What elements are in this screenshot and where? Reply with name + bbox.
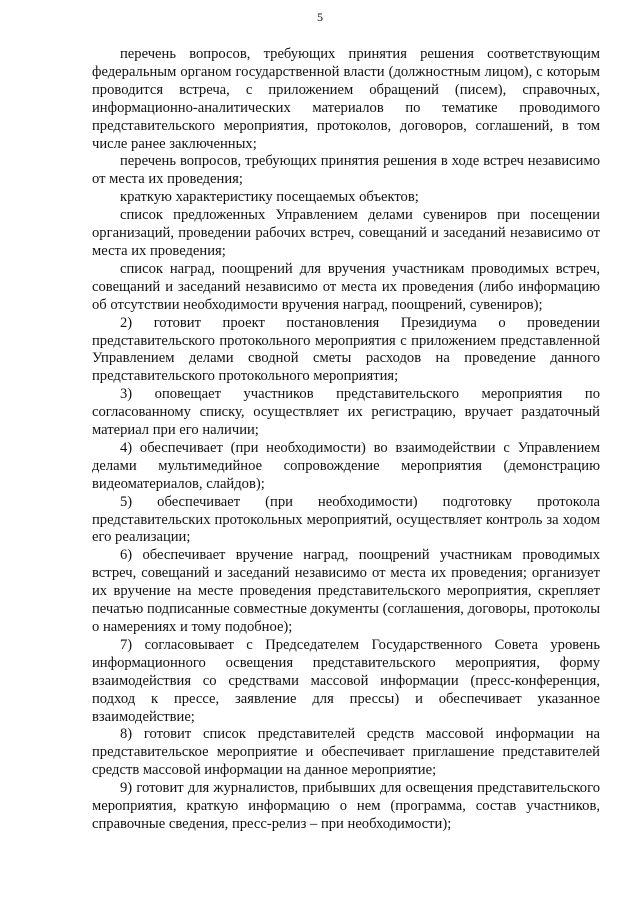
page-number: 5: [317, 10, 323, 24]
paragraph-item-7: 7) согласовывает с Председателем Государственного Совета уровень информационного освещения представительского мероприятия, форму взаимодействия со средствами массовой информации (пресс-конференция, подход к прессе, заявление для прессы) и обеспечивает указанное взаимодействие;: [92, 636, 600, 725]
paragraph-objects-description: краткую характеристику посещаемых объектов;: [120, 189, 419, 206]
document-body: [92, 46, 600, 834]
paragraph-awards-list: список наград, поощрений для вручения участникам проводимых встреч, совещаний и заседаний независимо от места их проведения (либо информацию об отсутствии необходимости вручения наград, поощрений, сувениров);: [92, 260, 600, 313]
paragraph-item-8: 8) готовит список представителей средств массовой информации на представительское мероприятие и обеспечивает приглашение представителей средств массовой информации на данное мероприятие;: [92, 726, 600, 779]
paragraph-questions-meetings: перечень вопросов, требующих принятия решения в ходе встреч независимо от места их проведения;: [92, 153, 600, 188]
paragraph-questions-federal: перечень вопросов, требующих принятия решения соответствующим федеральным органом государственной власти (должностным лицом), с которым проводится встреча, с приложением обращений (писем), справочных, информационно-аналитических материалов по тематике проводимого представительского мероприятия, протоколов, договоров, соглашений, в том числе ранее заключенных;: [92, 46, 600, 152]
paragraph-item-9: 9) готовит для журналистов, прибывших для освещения представительского мероприятия, краткую информацию о нем (программа, состав участников, справочные сведения, пресс-релиз – при необходимости);: [92, 780, 600, 832]
paragraph-item-5: 5) обеспечивает (при необходимости) подготовку протокола представительских протокольных мероприятий, осуществляет контроль за ходом его реализации;: [92, 493, 600, 546]
paragraph-item-2: 2) готовит проект постановления Президиума о проведении представительского протокольного мероприятия с приложением представленной Управлением делами сводной сметы расходов на проведение данного представительского протокольного мероприятия;: [92, 314, 600, 385]
paragraph-souvenirs-list: список предложенных Управлением делами сувениров при посещении организаций, проведении рабочих встреч, совещаний и заседаний независимо от места их проведения;: [92, 207, 600, 259]
paragraph-item-4: 4) обеспечивает (при необходимости) во взаимодействии с Управлением делами мультимедийное сопровождение мероприятия (демонстрацию видеоматериалов, слайдов);: [92, 439, 600, 492]
paragraph-item-3: 3) оповещает участников представительского мероприятия по согласованному списку, осуществляет их регистрацию, вручает раздаточный материал при его наличии;: [92, 386, 600, 439]
paragraph-item-6: 6) обеспечивает вручение наград, поощрений участникам проводимых встреч, совещаний и заседаний независимо от места их проведения; организует их вручение на месте проведения представительского мероприятия, скрепляет печатью подписанные совместные документы (соглашения, договоры, протоколы о намерениях и тому подобное);: [92, 547, 600, 635]
